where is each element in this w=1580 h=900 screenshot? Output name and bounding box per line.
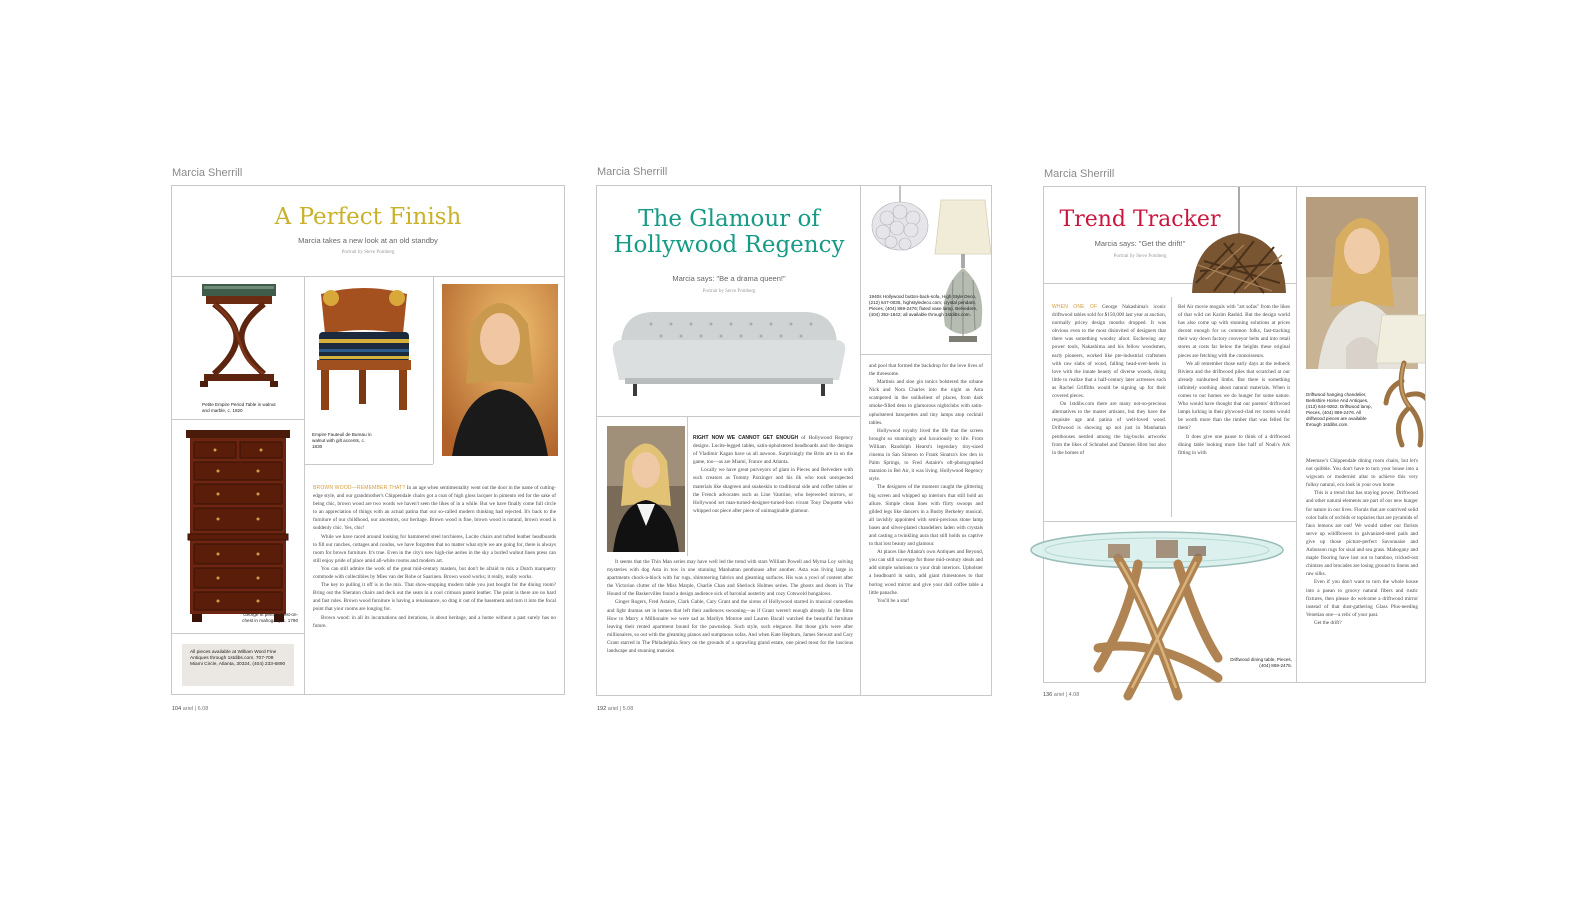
page1-subtitle: Marcia takes a new look at an old standby	[298, 236, 438, 245]
page3-col3	[1306, 457, 1418, 675]
page2-subtitle: Marcia says: "Be a drama queen!"	[672, 274, 786, 283]
page3-paragraph: George Nakashima's iconic driftwood tables sold for $150,000 last year at auction, normally pricey design mouths dropped. It was obvious even to the most disinvited of designers that there was something woodsy afoot. Eschewing any power tools, Nakashima and his fellow woodsmen, early pioneers, worked like pre-industrial craftsmen with raw slabs of wood, falling head-over-heels in love with the innate beauty of diverse woods, doing little to realize that a half-century later actresses such as Rachel Griffiths would be signing up for their covered pieces.	[1052, 304, 1166, 400]
page1-page-number: 104	[172, 706, 182, 712]
page1-paragraph: The key to pulling it off is in the mix. That show-stopping modern table you just bought for the dining room? Bring out the Sheraton chairs and deck out the seats in a cool crimson patent leather. The point is there are no hard and fast rules. Brown wood furniture is having a renaissance, so drag it out of the basement and turn it into the focal point that your rooms are longing for.	[313, 582, 556, 613]
portrait-photo-2	[607, 426, 685, 552]
chair-caption: Empire Fauteuil de Bureau in walnut with gilt accents, c. 1830	[312, 432, 372, 449]
page2-paragraph: Martinis and sloe gin tonics bolstered the urbane Nick and Nora Charles into the night as Asta scampered in the unlikeliest of places, from dark smoke-filled dens to glamorous nightclubs with satin-upholstered banquettes and tiny lamps atop cocktail tables.	[869, 379, 983, 426]
driftwood-lamp-photo	[1372, 311, 1426, 449]
page3-paragraph: Meemaw's Chippendale dining room chairs, but let's not quibble. You don't have to turn your house into a wigwam or modernist altar to achieve this very folksy natural, eco look in your own home.	[1306, 458, 1418, 489]
page3-paragraph: We all remember those early days at the redneck Riviera and the driftwood piles that scratched at our already sunburned limbs. But there is something infinitely soothing about natural materials. When it comes to our homes we do hunger for some nature. Who would have thought that our parents' driftwood lamps lurking in their plywood-clad rec rooms would be worth more than the timber that was felled for them?	[1178, 360, 1290, 432]
page1-title: A Perfect Finish	[274, 204, 462, 230]
page2-issue: ariel | 5.08	[607, 706, 634, 712]
driftwood-table-photo	[1028, 528, 1286, 704]
page2-paragraph: It seems that the Thin Man series may have well led the trend with stars William Powell and Myrna Loy solving mysteries with dog Asta in tow in one stunning Manhattan penthouse after another. Asta was living large in apartments chock-a-block with fur rugs, shimmering fabrics and gleaming surfaces. His was a yowl of content after the Victorian clutter of the Miss Marple, Charlie Chan and Sherlock Holmes series. The ghosts and doom in The Hound of the Baskervilles found a design audience sick of baronial austerity and cozy Cotswold bungalows.	[607, 559, 853, 598]
page2-paragraph: Ginger Rogers, Fred Astaire, Clark Gable, Cary Grant and the sirens of Hollywood starred in musical comedies and light dramas set in homes that left their audiences swooning—as if Grant weren't enough already. In the films How to Marry a Millionaire we were sad as Marilyn Monroe and Lauren Bacall watched the beautiful furniture leaving their rented apartment bound for the pawnshop. Such style, such elegance. But those girls were after millionaires, so out with the gleaming pianos and sumptuous sofas. And when Kate Hepburn, James Stewart and Cary Grant starred in The Philadelphia Story on the grounds of a sprawling grand estate, one pined most for the luscious landscape and stunning mansion	[607, 599, 853, 655]
page2-title-line1: The Glamour of	[638, 206, 820, 232]
page1-paragraph: Brown wood: in all its incarnations and iterations, is about heritage, and a home without a past surely has no future.	[313, 614, 556, 629]
page3-title: Trend Tracker	[1059, 207, 1221, 232]
page1-frame	[171, 185, 565, 695]
page2-credit: Portrait by Steve Pomberg	[702, 289, 756, 294]
page1-issue: ariel | 6.08	[182, 706, 209, 712]
hollywood-sofa-photo	[611, 306, 847, 398]
page2-body-a	[693, 434, 853, 556]
page2-paragraph: You'll be a star!	[877, 597, 910, 604]
vase-lamp-photo	[933, 196, 992, 346]
page2-paragraph: of Hollywood Regency designs. Lucite-legged tables, satin-upholstered headboards and the designs of Vladimir Kagan have us all aswoon. Surprisingly the Brits are in on the game, too—as are Miami, France and Atlanta.	[693, 435, 853, 466]
page2-page-number: 192	[597, 706, 607, 712]
page2-body-b	[607, 558, 853, 688]
page2-footer	[597, 706, 633, 712]
empire-chair-photo	[311, 284, 417, 414]
page2-frame	[596, 185, 992, 696]
page2-paragraph: Hollywood royalty lived the life that the screen brought so stunningly and luxuriously to life. From William Randolph Hearst's legendary tiny-sized cinema in San Simeon to Frank Sinatra's low den in Palm Springs, to Fred Astaire's oft-photographed mansion in Bel Air, it was living. Hollywood Regency style.	[869, 427, 983, 483]
table-caption: Petite Empire Period Table in walnut and marble, c. 1820	[202, 402, 276, 413]
portrait-photo-1	[442, 284, 558, 456]
page2-author: Marcia Sherrill	[597, 166, 668, 178]
page2-paragraph: and pool that formed the backdrop for the love lives of the threesome.	[869, 363, 983, 378]
page3-page-number: 136	[1043, 692, 1053, 698]
page3-issue: ariel | 4.08	[1053, 692, 1080, 698]
page2-title	[597, 206, 861, 259]
page1-footer	[172, 706, 208, 712]
crystal-pendant-photo	[867, 185, 933, 266]
page3-author: Marcia Sherrill	[1044, 168, 1115, 180]
page1-credit: Portrait by Steve Pomberg	[341, 250, 395, 255]
chest-caption: George III period chest-on-chest in mahogany, c. 1790	[242, 612, 298, 623]
page2-paragraph: The designers of the moment caught the glittering big screen and whipped up interiors that still hold an allure. Simple clean lines with flirty swoops and gilded legs like dancers in a Busby Berkeley musical, all lavishly appointed with semi-precious stone lamp bases and silver-plated chandeliers laden with crystals and casting a twinkling aura that still holds us captive to that lost beauty and glamour.	[869, 484, 983, 548]
page2-caption: 1940s Hollywood button-back-sofa, High Style Deco, (212) 647-0035, highstyledeco.com; crystal pendant, Pieces, (404) 869-2476; fluted vase lamp, Belvedere, (404) 352-1842; all available through 1stdibs.com.	[869, 294, 978, 317]
page1-paragraph: In an age when sentimentality went out the door in the name of cutting-edge style, and our grandmother's Chippendale chairs got a coat of high gloss lacquer in pimento red for the sake of being chic, brown wood are two words we haven't seen the likes of in a while. But we have finally come full circle to an appreciation of things with an actual patina that our so-called modern thinking had rejected. It's back to the furniture of our childhood, our ancestors, our heritage. Brown wood is fine, brown wood is natural, brown wood is suddenly chic. Yes, chic!	[313, 485, 556, 532]
driftwood-chandelier-photo	[1184, 186, 1294, 303]
page3-col1	[1052, 303, 1166, 517]
page2-title-line2: Hollywood Regency	[613, 232, 845, 259]
chest-on-chest-photo	[178, 426, 298, 626]
page3-col2	[1178, 303, 1290, 517]
page1-paragraph: While we have raced around looking for hammered steel torchieres, Lucite chairs and tufted leather headboards to fill our ranches, cottages and condos, we have forgotten that no matter what style we are going for, there is always room for brown furniture. It's true. Even in the city's new high-rise aeries in the sky a burled walnut linen press can still enjoy pride of place amid all-white rooms and modern art.	[313, 533, 556, 564]
page3-paragraph: Bel Air movie moguls with "art sofas" from the likes of that wild cat Karim Rashid. But the design world has also come up with stunning solutions at prices decent enough for us common folks, fast-tracking their way down factory conveyor belts and into retail stores at costs far below the heights these original pieces are fetching with the connoisseurs.	[1178, 304, 1290, 359]
empire-table-photo	[194, 282, 284, 400]
page2-lead: RIGHT NOW WE CANNOT GET ENOUGH	[693, 435, 799, 441]
page3-caption-right: Driftwood hanging chandelier, Berkshire Home And Antiques, (413) 644-9262. Driftwood lamp, Pieces, (404) 869-2476. All driftwood pieces are available through 1stdibs.com.	[1306, 392, 1372, 427]
page3-caption-table: Driftwood dining table, Pieces, (404) 869-2476.	[1230, 657, 1292, 668]
page3-paragraph: This is a trend that has staying power. Driftwood and other natural elements are part of our new hunger for nature in our lives. Florals that are contrived solid color balls of orchids or topiaries that are pyramids of faux lemons are out! We would rather our florists serve up wildflowers in galvanized-steel pails and give up those picture-perfect Savonnaise and Aubusson rugs for sisal and sea grass. Mahogany and maple flooring have lost out to bamboo, tricked-out chintzes and brocades are losing ground to linens and raw silks.	[1306, 490, 1418, 578]
page3-paragraph: On 1stdibs.com there are many not-so-precious alternatives to the master artisans, but they have the requisite age and patina of well-loved wood. Driftwood is showing up not just in Manhattan penthouses nestled among the big-bucks artworks from the likes of Schnabel and Damien Hirst but also in the homes of	[1052, 401, 1166, 456]
page3-paragraph: It does give one pause to think of a driftwood dining table looking more like half of Noah's Ark fitting in with	[1178, 433, 1290, 456]
page3-lead: WHEN ONE OF	[1052, 304, 1098, 310]
page3-credit: Portrait by Steve Pomberg	[1113, 254, 1167, 259]
page1-lead: BROWN WOOD—REMEMBER THAT?	[313, 485, 406, 491]
page2-body-c	[869, 362, 983, 688]
page1-author: Marcia Sherrill	[172, 167, 243, 179]
page1-body	[313, 484, 556, 688]
page2-paragraph: At places like Atlanta's own Antiques and Beyond, you can still scavenge for those mid-century steals and add simple solutions to your drab interiors. Upholster a headboard in satin, add giant rhinestones to that boring wood mirror and give your dull coffee table a little panache.	[869, 549, 983, 596]
page3-paragraph: Get the drift?	[1314, 619, 1342, 626]
page3-subtitle: Marcia says: "Get the drift!"	[1094, 239, 1186, 248]
page1-paragraph: You can still admire the work of the great mid-century masters, but don't be afraid to mix a Dutch marquetry commode with collectibles by Mies van der Rohe or Saarinen. Brown wood works; it really, really works.	[313, 565, 556, 581]
page3-paragraph: Even if you don't want to turn the whole house into a paean to groovy natural fibers and rustic fixtures, then please do welcome a driftwood mirror instead of that dust-gathering Glass Plus-needing Venetian one—a relic of your past.	[1306, 579, 1418, 618]
page2-paragraph: Locally we have great purveyors of glam in Pieces and Belvedere with such creators as Tommy Parzinger and his ilk who took unexpected materials like shagreen and snakeskin to traditional side and coffee tables or the French advocates such as Line Vautrine, who bejeweled mirrors, or Hollywood set man-turned-designer-turned-bon vivant Tony Duquette who whipped out piece after piece of unimaginable glamour.	[693, 467, 853, 514]
page3-footer	[1043, 692, 1079, 698]
page1-availability-box: All pieces available at William Word Fine Antiques through 1stdibs.com. 707-709 Miami Circle, Atlanta, 30324, (404) 233-6890	[182, 644, 294, 686]
